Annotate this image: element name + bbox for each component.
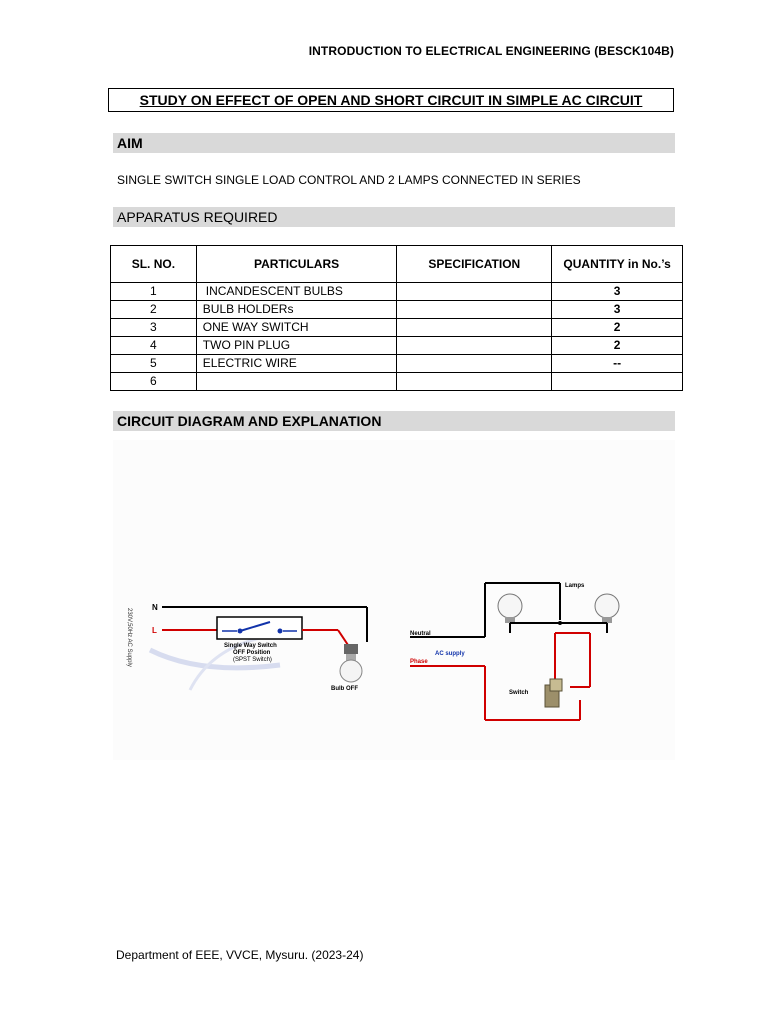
cell-spec (397, 319, 552, 337)
table-header-row (111, 246, 683, 283)
cell-particulars: BULB HOLDERs (196, 301, 397, 319)
table-row (111, 373, 683, 391)
cell-qty: 2 (552, 319, 683, 337)
col-quantity: QUANTITY in No.’s (552, 246, 683, 283)
neutral-terminal-label: N (152, 603, 158, 612)
document-title-text: STUDY ON EFFECT OF OPEN AND SHORT CIRCUIT IN SIMPLE AC CIRCUIT (139, 92, 643, 108)
col-particulars: PARTICULARS (196, 246, 397, 283)
cell-sl: 6 (111, 373, 197, 391)
lamp-2-icon (595, 594, 619, 623)
cell-sl: 2 (111, 301, 197, 319)
circuit-heading-text: CIRCUIT DIAGRAM AND EXPLANATION (117, 413, 382, 429)
cell-qty: 2 (552, 337, 683, 355)
bulb-off-icon (340, 654, 362, 682)
cell-particulars: ELECTRIC WIRE (196, 355, 397, 373)
switch-caption-1: Single Way Switch (224, 643, 277, 649)
cell-sl: 4 (111, 337, 197, 355)
lamp-1-icon (498, 594, 522, 623)
table-row (111, 319, 683, 337)
switch-icon (545, 679, 562, 707)
table-row (111, 355, 683, 373)
document-title (108, 88, 674, 112)
aim-text: SINGLE SWITCH SINGLE LOAD CONTROL AND 2 LAMPS CONNECTED IN SERIES (117, 173, 581, 187)
aim-heading (113, 133, 675, 153)
cell-qty: 3 (552, 301, 683, 319)
line-terminal-label: L (152, 626, 157, 635)
series-lamps-circuit-diagram (405, 575, 655, 725)
bulb-off-caption: Bulb OFF (331, 686, 358, 692)
cell-sl: 5 (111, 355, 197, 373)
table-row (111, 337, 683, 355)
course-header: INTRODUCTION TO ELECTRICAL ENGINEERING (BESCK104B) (308, 44, 674, 58)
aim-heading-text: AIM (117, 135, 143, 151)
phase-label: Phase (410, 659, 428, 665)
cell-spec (397, 301, 552, 319)
cell-spec (397, 373, 552, 391)
table-row (111, 301, 683, 319)
cell-particulars: ONE WAY SWITCH (196, 319, 397, 337)
cell-particulars: INCANDESCENT BULBS (196, 283, 397, 301)
apparatus-heading-text: APPARATUS REQUIRED (117, 209, 278, 225)
neutral-label: Neutral (410, 631, 431, 637)
single-switch-circuit-diagram (120, 590, 380, 705)
cell-qty: 3 (552, 283, 683, 301)
spst-switch-box (217, 617, 302, 639)
switch-label: Switch (509, 690, 529, 696)
cell-qty (552, 373, 683, 391)
col-specification: SPECIFICATION (397, 246, 552, 283)
cell-spec (397, 355, 552, 373)
page-footer: Department of EEE, VVCE, Mysuru. (2023-24) (116, 948, 364, 962)
switch-caption-3: (SPST Switch) (233, 657, 272, 663)
circuit-heading (113, 411, 675, 431)
cell-spec (397, 337, 552, 355)
ac-supply-label: AC supply (435, 651, 465, 657)
junction-dot (558, 621, 562, 625)
lamps-label: Lamps (565, 583, 585, 589)
cell-spec (397, 283, 552, 301)
cell-particulars (196, 373, 397, 391)
supply-label: 230V,50Hz AC Supply (126, 608, 132, 667)
cell-sl: 3 (111, 319, 197, 337)
table-row (111, 283, 683, 301)
apparatus-heading (113, 207, 675, 227)
cell-qty: -- (552, 355, 683, 373)
apparatus-table (110, 245, 683, 391)
switch-contact (278, 629, 283, 634)
switch-caption-2: OFF Position (233, 650, 271, 656)
cell-particulars: TWO PIN PLUG (196, 337, 397, 355)
line-wire (338, 630, 348, 645)
col-sl-no: SL. NO. (111, 246, 197, 283)
bulb-holder (344, 644, 358, 654)
cell-sl: 1 (111, 283, 197, 301)
